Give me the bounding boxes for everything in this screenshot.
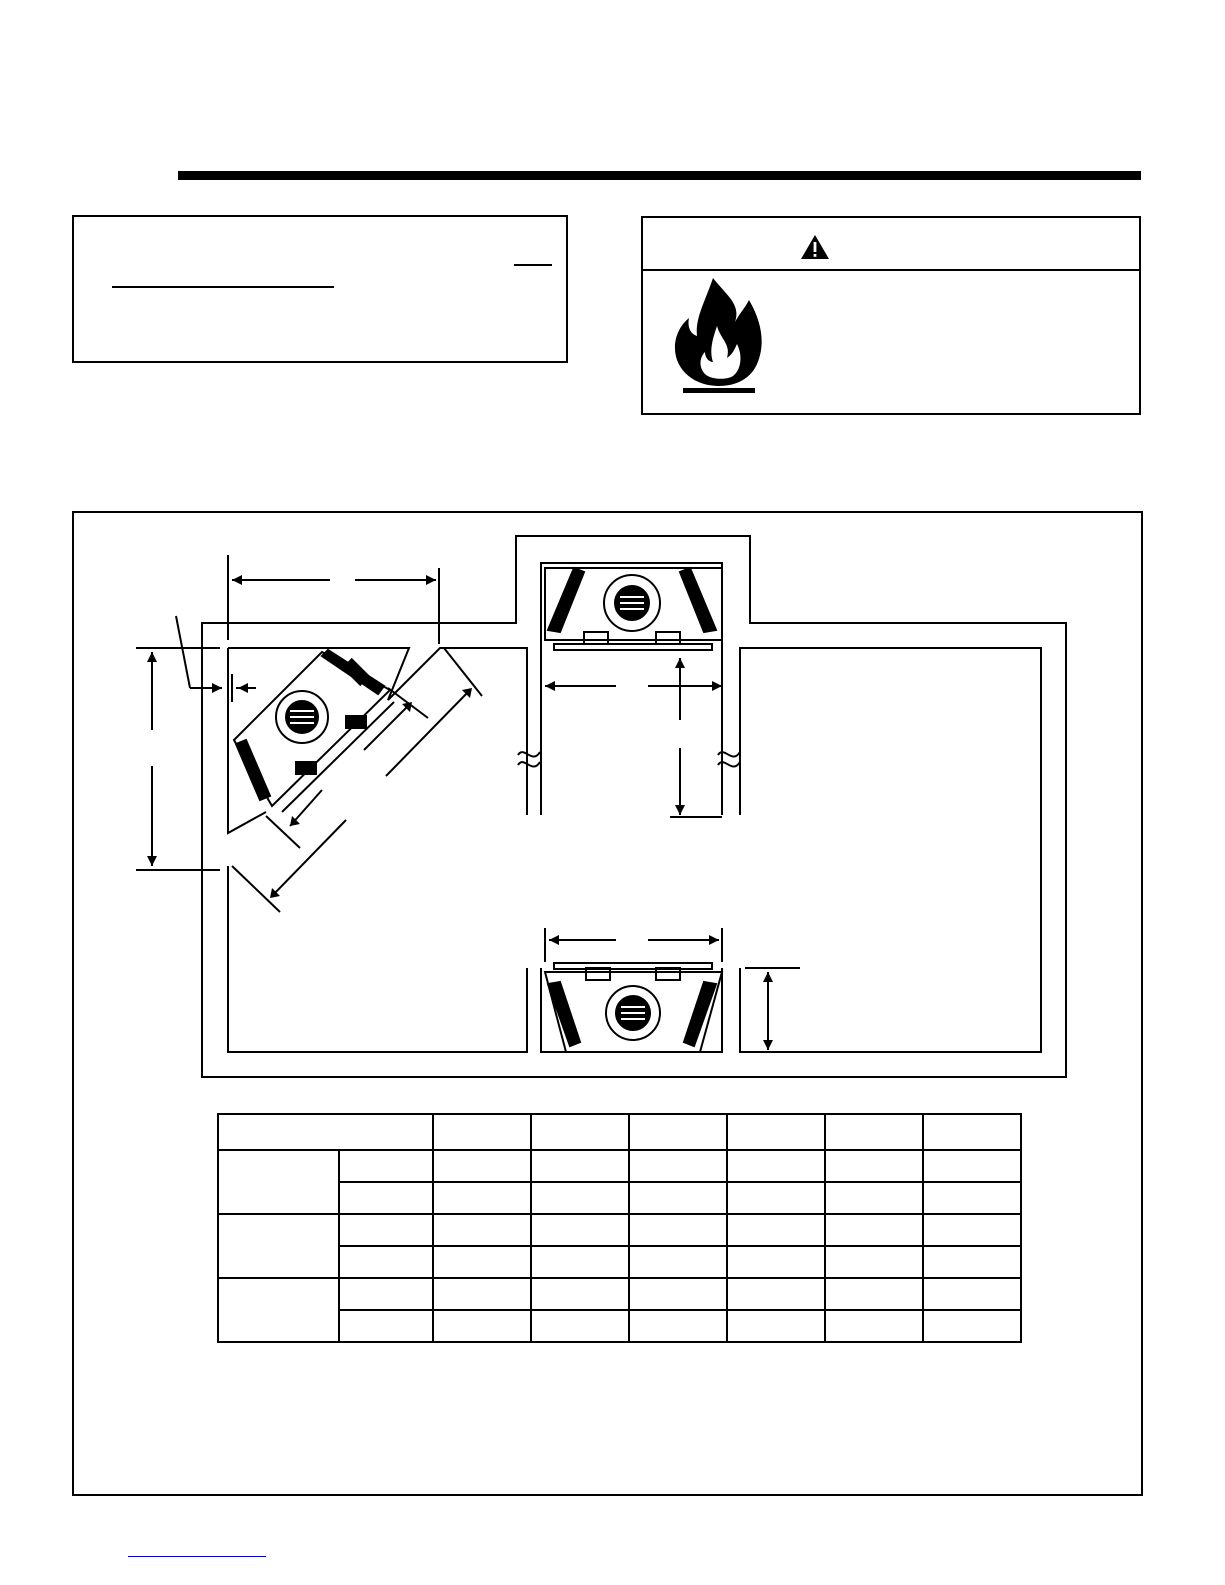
table-cell	[531, 1278, 629, 1310]
table-cell	[727, 1246, 825, 1278]
corner-fireplace-unit	[234, 650, 394, 812]
table-cell	[629, 1278, 727, 1310]
table-cell	[433, 1182, 531, 1214]
table-row	[218, 1214, 1021, 1246]
table-cell	[727, 1150, 825, 1182]
table-cell	[825, 1246, 923, 1278]
table-row	[218, 1182, 1021, 1214]
table-cell	[339, 1214, 433, 1246]
table-cell	[629, 1246, 727, 1278]
table-cell	[339, 1310, 433, 1342]
table-cell	[923, 1182, 1021, 1214]
table-cell	[531, 1182, 629, 1214]
table-cell	[531, 1150, 629, 1182]
table-cell	[727, 1278, 825, 1310]
table-group-cell	[218, 1214, 339, 1278]
table-cell	[923, 1278, 1021, 1310]
right-room-inner-wall	[740, 648, 1041, 1052]
table-cell	[531, 1310, 629, 1342]
clearance-table	[217, 1113, 1022, 1343]
table-cell	[923, 1150, 1021, 1182]
table-header-cell	[727, 1114, 825, 1150]
table-cell	[433, 1214, 531, 1246]
table-cell	[339, 1182, 433, 1214]
table-cell	[629, 1214, 727, 1246]
table-cell	[923, 1214, 1021, 1246]
table-cell	[629, 1150, 727, 1182]
table-cell	[629, 1182, 727, 1214]
table-cell	[825, 1182, 923, 1214]
dimension-lines	[136, 555, 800, 1050]
top-alcove-fireplace-unit	[545, 568, 722, 650]
table-row	[218, 1278, 1021, 1310]
table-cell	[825, 1278, 923, 1310]
table-row	[218, 1310, 1021, 1342]
table-cell	[531, 1214, 629, 1246]
table-row	[218, 1246, 1021, 1278]
table-row	[218, 1150, 1021, 1182]
table-header-cell	[433, 1114, 531, 1150]
table-cell	[433, 1310, 531, 1342]
table-header-cell	[218, 1114, 433, 1150]
table-cell	[433, 1246, 531, 1278]
wall-break-mark-left	[518, 752, 540, 767]
footer-link-underline[interactable]	[128, 1556, 266, 1557]
table-cell	[339, 1278, 433, 1310]
table-cell	[727, 1182, 825, 1214]
table-group-cell	[218, 1278, 339, 1342]
table-cell	[531, 1246, 629, 1278]
table-header-cell	[923, 1114, 1021, 1150]
table-cell	[433, 1278, 531, 1310]
table-header-row	[218, 1114, 1021, 1150]
table-cell	[339, 1150, 433, 1182]
bottom-alcove-fireplace-unit	[545, 963, 722, 1052]
table-cell	[727, 1310, 825, 1342]
left-room-inner-wall	[228, 648, 527, 1052]
table-cell	[825, 1310, 923, 1342]
table-header-cell	[629, 1114, 727, 1150]
table-header-cell	[825, 1114, 923, 1150]
table-cell	[629, 1310, 727, 1342]
table-cell	[727, 1214, 825, 1246]
table-cell	[825, 1214, 923, 1246]
table-cell	[433, 1150, 531, 1182]
table-header-cell	[531, 1114, 629, 1150]
table-cell	[825, 1150, 923, 1182]
table-cell	[923, 1246, 1021, 1278]
table-cell	[923, 1310, 1021, 1342]
table-group-cell	[218, 1150, 339, 1214]
table-cell	[339, 1246, 433, 1278]
